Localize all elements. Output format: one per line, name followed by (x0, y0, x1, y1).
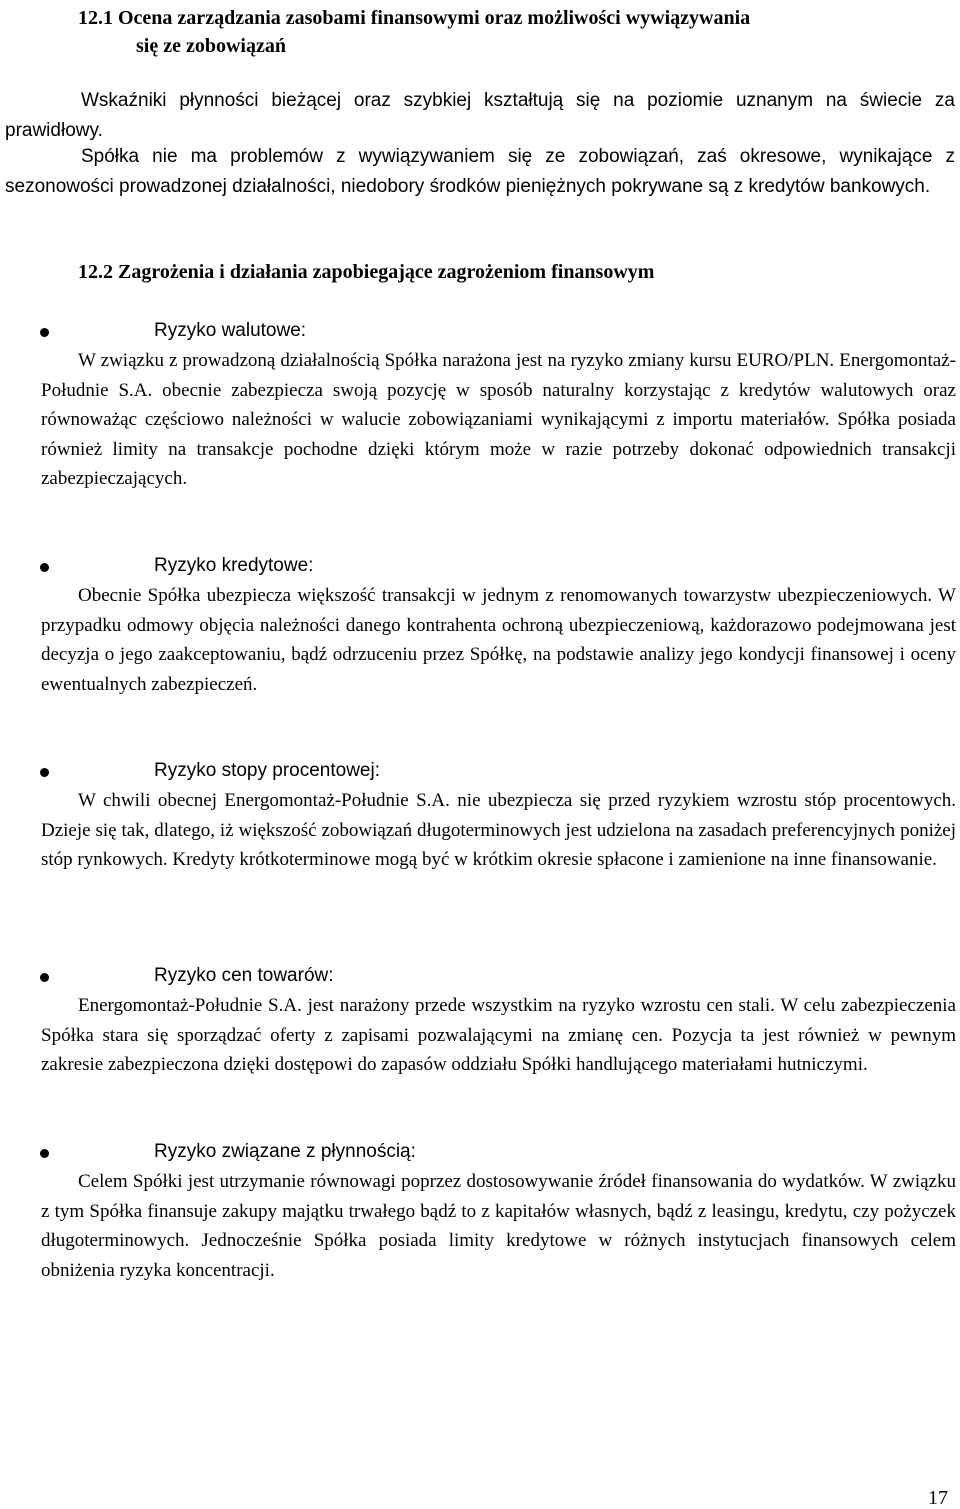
bullet-icon (40, 328, 49, 337)
risk-body: Obecnie Spółka ubezpiecza większość transakcji w jednym z renomowanych towarzystw ubezpieczeniowych. W przypadku odmowy objęcia należności danego kontrahenta ochroną ubezpieczeniową, każdorazowo podejmowana jest decyzja o jego zaakceptowaniu, bądź odrzuceniu przez Spółkę, na podstawie analizy jego kondycji finansowej i oceny ewentualnych zabezpieczeń. (41, 585, 956, 695)
risk-body: W związku z prowadzoną działalnością Spółka narażona jest na ryzyko zmiany kursu EURO/PLN. Energomontaż-Południe S.A. obecnie zabezpiecza swoją pozycję w sposób naturalny korzystając z kredytów walutowych oraz równoważąc częściowo należności w walucie zobowiązaniami wynikającymi z importu materiałów. Spółka posiada również limity na transakcje pochodne dzięki którym może w razie potrzeby dokonać odpowiednich transakcji zabezpieczających. (41, 350, 956, 489)
risk-body: Celem Spółki jest utrzymanie równowagi poprzez dostosowywanie źródeł finansowania do wydatków. W związku z tym Spółka finansuje zakupy majątku trwałego bądź to z kapitałów własnych, bądź z leasingu, kredytu, czy pożyczek długoterminowych. Jednocześnie Spółka posiada limity kredytowe w różnych instytucjach finansowych celem obniżenia ryzyka koncentracji. (41, 1171, 956, 1281)
risk-title: Ryzyko związane z płynnością: (154, 1141, 416, 1162)
intro-paragraph-obligations: Spółka nie ma problemów z wywiązywaniem się ze zobowiązań, zaś okresowe, wynikające z sezonowości prowadzonej działalności, niedobory środków pieniężnych pokrywane są z kredytów bankowych. (5, 146, 955, 197)
risk-body: Energomontaż-Południe S.A. jest narażony przede wszystkim na ryzyko wzrostu cen stali. W celu zabezpieczenia Spółka stara się sporządzać oferty z zapisami pozwalającymi na zmianę cen. Pozycja ta jest również w pewnym zakresie zabezpieczona dzięki dostępowi do zapasów oddziału Spółki handlującego materiałami hutniczymi. (41, 995, 956, 1075)
bullet-icon (40, 973, 49, 982)
bullet-icon (40, 563, 49, 572)
risk-title: Ryzyko kredytowe: (154, 555, 314, 576)
heading-line-2: się ze zobowiązań (136, 35, 286, 57)
intro-paragraph-liquidity: Wskaźniki płynności bieżącej oraz szybkiej kształtują się na poziomie uznanym na świecie za prawidłowy. (5, 90, 955, 141)
bullet-icon (40, 768, 49, 777)
risk-body: W chwili obecnej Energomontaż-Południe S.A. nie ubezpiecza się przed ryzykiem wzrostu stóp procentowych. Dzieje się tak, dlatego, iż większość zobowiązań długoterminowych jest udzielona na zasadach preferencyjnych poniżej stóp rynkowych. Kredyty krótkoterminowe mogą być w krótkim okresie spłacone i zamienione na inne finansowanie. (41, 790, 956, 870)
section-heading-12-2: 12.2 Zagrożenia i działania zapobiegające zagrożeniom finansowym (78, 261, 655, 283)
risk-title: Ryzyko walutowe: (154, 320, 307, 341)
section-heading-12-1 (78, 4, 938, 60)
risk-title: Ryzyko cen towarów: (154, 965, 334, 986)
heading-line-1: 12.1 Ocena zarządzania zasobami finansowymi oraz możliwości wywiązywania (78, 7, 751, 29)
bullet-icon (40, 1149, 49, 1158)
page-number: 17 (928, 1487, 948, 1509)
risk-title: Ryzyko stopy procentowej: (154, 760, 380, 781)
